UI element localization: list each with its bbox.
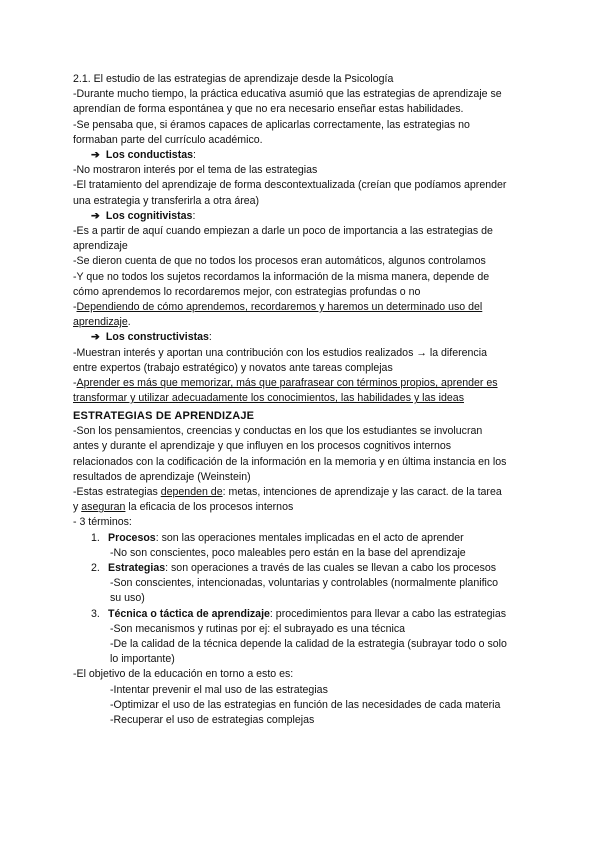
underlined-line bbox=[73, 391, 533, 406]
underlined-line bbox=[73, 300, 533, 315]
underlined-line bbox=[73, 315, 533, 330]
term-sub-line: -No son conscientes, poco maleables pero están en la base del aprendizaje bbox=[110, 546, 466, 559]
terms-intro: - 3 términos: bbox=[73, 516, 132, 529]
section-psicologia bbox=[73, 72, 533, 406]
text: : metas, intenciones de aprendizaje y las caract. de la tarea bbox=[222, 486, 502, 499]
list-number: 2. bbox=[91, 562, 100, 575]
paragraph-line: -No mostraron interés por el tema de las estrategias bbox=[73, 164, 318, 177]
paragraph-line: -El tratamiento del aprendizaje de forma descontextualizada (creían que podíamos aprender bbox=[73, 179, 507, 192]
subheading-conductistas bbox=[73, 148, 533, 163]
subheading-cognitivistas bbox=[73, 209, 533, 224]
term-sub-line: -De la calidad de la técnica depende la calidad de la estrategia (subrayar todo o solo bbox=[110, 638, 507, 651]
term-sub-line: lo importante) bbox=[110, 653, 175, 666]
term-description: : procedimientos para llevar a cabo las estrategias bbox=[269, 607, 507, 620]
paragraph-line: relacionados con la codificación de la información en la memoria y en última instancia en los bbox=[73, 455, 507, 468]
paragraph-line: entre expertos (trabajo estratégico) y novatos ante tareas complejas bbox=[73, 361, 393, 374]
dash: - bbox=[73, 301, 77, 314]
underlined-text: transformar y utilizar adecuadamente los conocimientos, las habilidades y las ideas bbox=[73, 392, 464, 405]
term-item bbox=[73, 531, 533, 546]
underlined-text: aprendizaje bbox=[73, 316, 128, 329]
term-label: Estrategias bbox=[108, 562, 166, 575]
term-description: : son las operaciones mentales implicadas en el acto de aprender bbox=[155, 531, 464, 544]
list-number: 1. bbox=[91, 531, 100, 544]
underlined-line bbox=[73, 376, 533, 391]
underlined-text: Dependiendo de cómo aprendemos, recordaremos y haremos un determinado uso del bbox=[76, 301, 483, 314]
term-sub-line: -Son conscientes, intencionadas, voluntarias y controlables (normalmente planifico bbox=[110, 577, 499, 590]
paragraph-line: -Muestran interés y aportan una contribución con los estudios realizados → la diferencia bbox=[73, 346, 487, 359]
colon: : bbox=[208, 331, 212, 344]
objective-item: -Intentar prevenir el mal uso de las estrategias bbox=[110, 683, 328, 696]
term-item bbox=[73, 561, 533, 576]
underlined-text: dependen de bbox=[160, 486, 223, 499]
objective-line: -El objetivo de la educación en torno a esto es: bbox=[73, 668, 294, 681]
section-title: 2.1. El estudio de las estrategias de aprendizaje desde la Psicología bbox=[73, 73, 394, 85]
paragraph-line: -Son los pensamientos, creencias y conductas en los que los estudiantes se involucran bbox=[73, 425, 483, 438]
paragraph-line: antes y durante el aprendizaje y que influyen en los procesos cognitivos internos bbox=[73, 440, 452, 453]
colon: : bbox=[193, 149, 196, 162]
text: y bbox=[73, 501, 82, 514]
paragraph-line: -Es a partir de aquí cuando empiezan a darle un poco de importancia a las estrategias de bbox=[73, 225, 493, 238]
paragraph-line: resultados de aprendizaje (Weinstein) bbox=[73, 470, 251, 483]
objective-item: -Optimizar el uso de las estrategias en función de las necesidades de cada materia bbox=[110, 698, 501, 711]
text: -Estas estrategias bbox=[73, 486, 161, 499]
section-heading: ESTRATEGIAS DE APRENDIZAJE bbox=[73, 410, 255, 422]
colon: : bbox=[192, 209, 196, 222]
term-label: Procesos bbox=[108, 531, 156, 544]
subheading-label: Los constructivistas bbox=[105, 331, 209, 344]
term-label: Técnica o táctica de aprendizaje bbox=[108, 607, 270, 620]
underlined-text: aseguran bbox=[81, 501, 126, 514]
paragraph-line: -Y que no todos los sujetos recordamos la información de la misma manera, depende de bbox=[73, 270, 490, 283]
paragraph-line: -Se dieron cuenta de que no todos los procesos eran automáticos, algunos controlamos bbox=[73, 255, 486, 268]
paragraph-line: cómo aprendemos lo recordaremos mejor, con estrategias profundas o no bbox=[73, 285, 421, 298]
term-sub-line: -Son mecanismos y rutinas por ej: el subrayado es una técnica bbox=[110, 622, 406, 635]
objective-item: -Recuperar el uso de estrategias complejas bbox=[110, 714, 315, 727]
paragraph-line bbox=[73, 500, 533, 515]
subheading-constructivistas bbox=[73, 330, 533, 345]
paragraph-line bbox=[73, 485, 533, 500]
paragraph-line: -Se pensaba que, si éramos capaces de aplicarlas correctamente, las estrategias no bbox=[73, 118, 470, 131]
arrow-icon: ➔ bbox=[91, 149, 100, 162]
period: . bbox=[127, 316, 131, 329]
underlined-text: Aprender es más que memorizar, más que parafrasear con términos propios, aprender es bbox=[76, 377, 498, 390]
paragraph-line: -Durante mucho tiempo, la práctica educativa asumió que las estrategias de aprendizaje se bbox=[73, 88, 502, 101]
paragraph-line: una estrategia y transferirla a otra área) bbox=[73, 194, 260, 207]
subheading-label: Los cognitivistas bbox=[105, 209, 193, 222]
paragraph-line: aprendían de forma espontánea y que no era necesario enseñar estas habilidades. bbox=[73, 103, 464, 116]
dash: - bbox=[73, 377, 77, 390]
text: la eficacia de los procesos internos bbox=[125, 501, 294, 514]
section-estrategias bbox=[73, 409, 533, 728]
list-number: 3. bbox=[91, 607, 100, 620]
term-item bbox=[73, 607, 533, 622]
paragraph-line: formaban parte del currículo académico. bbox=[73, 133, 263, 146]
arrow-icon: ➔ bbox=[91, 331, 100, 344]
paragraph-line: aprendizaje bbox=[73, 240, 128, 253]
arrow-icon: ➔ bbox=[91, 209, 100, 222]
term-description: : son operaciones a través de las cuales se llevan a cabo los procesos bbox=[165, 562, 497, 575]
term-sub-line: su uso) bbox=[110, 592, 145, 605]
subheading-label: Los conductistas bbox=[105, 149, 194, 162]
